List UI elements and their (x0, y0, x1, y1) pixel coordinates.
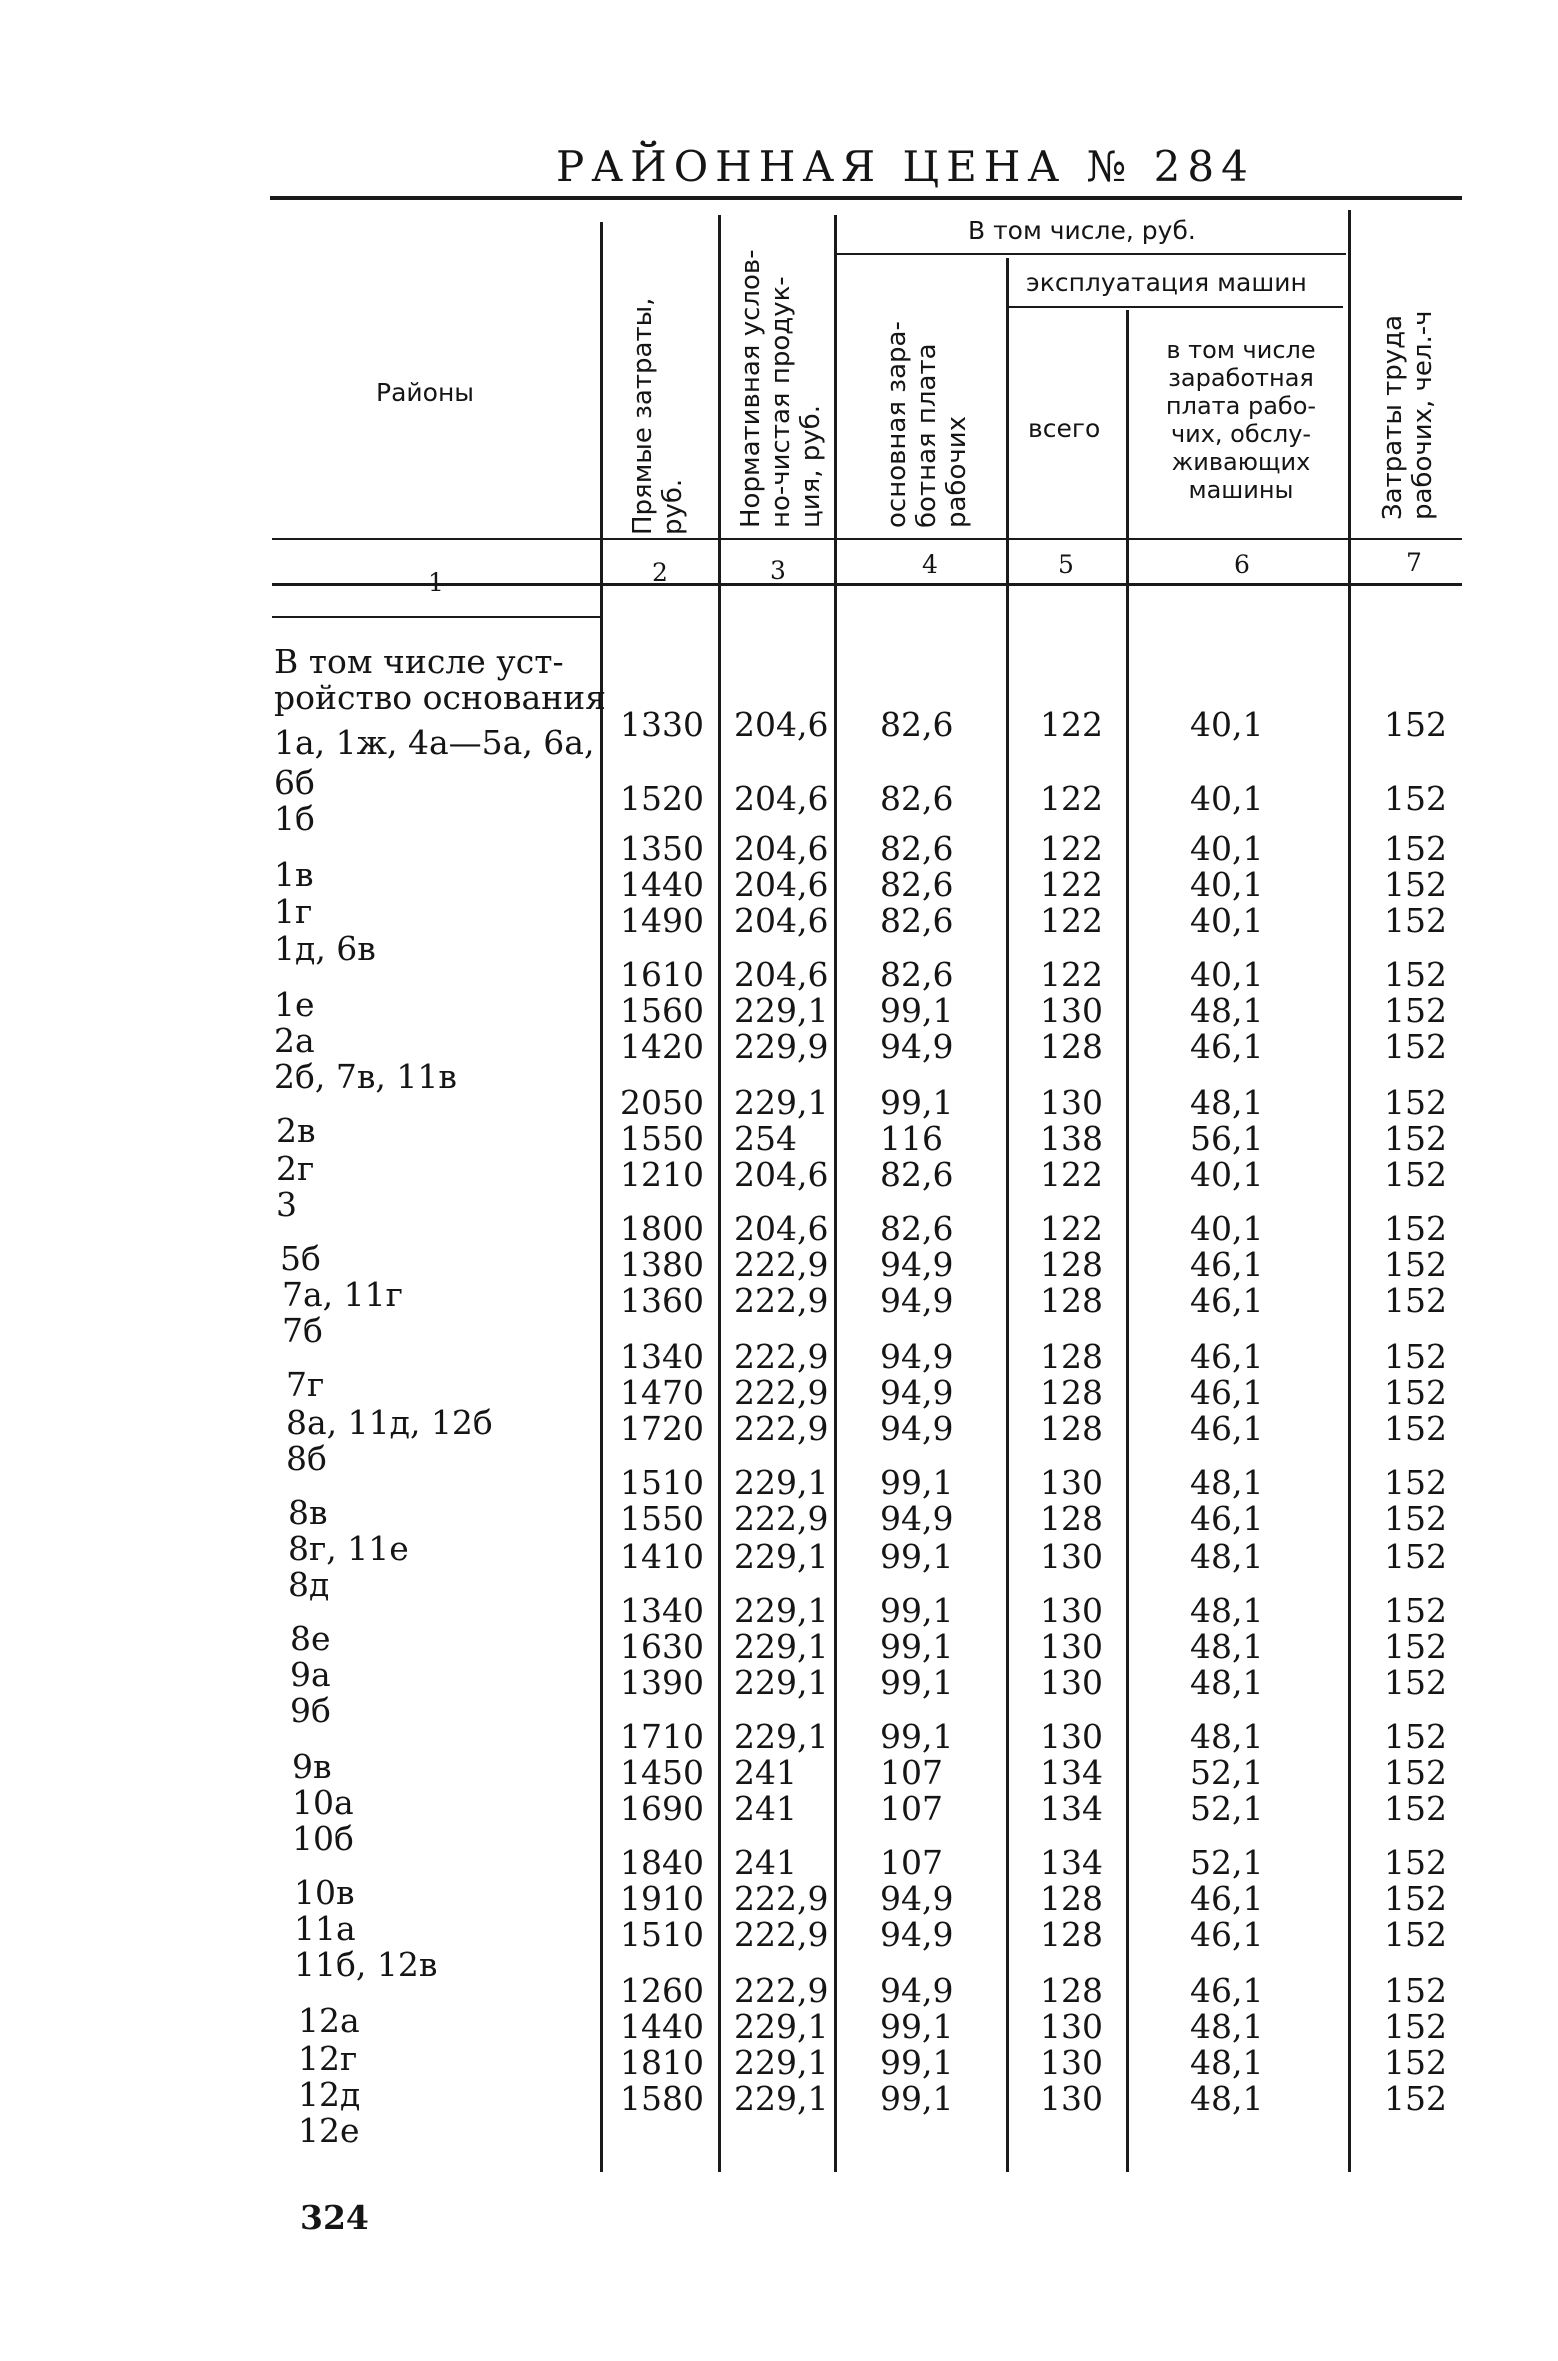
cell-machine-wage: 46,1 (1190, 1281, 1264, 1320)
cell-labor: 152 (1384, 1245, 1447, 1284)
cell-machine-wage: 40,1 (1190, 779, 1264, 818)
cell-base-wage: 82,6 (880, 955, 954, 994)
cell-direct-costs: 1550 (620, 1119, 704, 1158)
district-line: 9а (290, 1655, 331, 1694)
cell-machine-wage: 48,1 (1190, 991, 1264, 1030)
cell-base-wage: 94,9 (880, 1499, 954, 1538)
cell-machine-wage: 48,1 (1190, 1627, 1264, 1666)
cell-net-output: 204,6 (734, 865, 829, 904)
cell-labor: 152 (1384, 2043, 1447, 2082)
district-line: 9в (292, 1747, 332, 1786)
district-line: 11б, 12в (294, 1945, 438, 1984)
cell-net-output: 229,1 (734, 1717, 829, 1756)
cell-machine-wage: 56,1 (1190, 1119, 1264, 1158)
cell-machine-total: 128 (1040, 1027, 1103, 1066)
cell-net-output: 229,1 (734, 2007, 829, 2046)
cell-net-output: 229,1 (734, 1627, 829, 1666)
cell-net-output: 241 (734, 1843, 797, 1882)
district-line: 2в (276, 1111, 316, 1150)
district-line: 10б (292, 1819, 354, 1858)
cell-machine-wage: 52,1 (1190, 1789, 1264, 1828)
cell-machine-total: 128 (1040, 1281, 1103, 1320)
cell-net-output: 204,6 (734, 779, 829, 818)
cell-labor: 152 (1384, 705, 1447, 744)
cell-direct-costs: 1440 (620, 2007, 704, 2046)
cell-machine-wage: 40,1 (1190, 955, 1264, 994)
cell-base-wage: 94,9 (880, 1337, 954, 1376)
cell-machine-total: 134 (1040, 1843, 1103, 1882)
cell-machine-total: 130 (1040, 1591, 1103, 1630)
machine-rule (1008, 306, 1343, 308)
colnum-1: 1 (428, 568, 444, 597)
cell-machine-total: 122 (1040, 901, 1103, 940)
cell-direct-costs: 1560 (620, 991, 704, 1030)
cell-net-output: 229,1 (734, 991, 829, 1030)
district-line: 8е (290, 1619, 331, 1658)
cell-machine-total: 122 (1040, 829, 1103, 868)
cell-direct-costs: 1440 (620, 865, 704, 904)
group-rule (836, 253, 1346, 255)
page-number: 324 (300, 2198, 369, 2237)
cell-direct-costs: 1520 (620, 779, 704, 818)
district-line: 2а (274, 1021, 315, 1060)
header-rayony: Районы (376, 378, 475, 407)
cell-base-wage: 99,1 (880, 991, 954, 1030)
district-line: 8в (288, 1493, 328, 1532)
cell-machine-wage: 46,1 (1190, 1027, 1264, 1066)
district-line: 1б (274, 799, 315, 838)
colnum-2: 2 (652, 558, 668, 587)
cell-labor: 152 (1384, 1409, 1447, 1448)
cell-direct-costs: 1390 (620, 1663, 704, 1702)
cell-labor: 152 (1384, 955, 1447, 994)
cell-machine-total: 122 (1040, 1209, 1103, 1248)
cell-base-wage: 94,9 (880, 1027, 954, 1066)
cell-base-wage: 99,1 (880, 2007, 954, 2046)
cell-direct-costs: 1260 (620, 1971, 704, 2010)
cell-labor: 152 (1384, 1119, 1447, 1158)
vrule-2 (718, 215, 721, 2172)
cell-direct-costs: 1810 (620, 2043, 704, 2082)
cell-labor: 152 (1384, 865, 1447, 904)
cell-direct-costs: 1610 (620, 955, 704, 994)
cell-machine-total: 130 (1040, 1463, 1103, 1502)
district-line: 10а (292, 1783, 354, 1822)
cell-net-output: 241 (734, 1789, 797, 1828)
cell-net-output: 204,6 (734, 829, 829, 868)
cell-direct-costs: 1550 (620, 1499, 704, 1538)
cell-machine-total: 128 (1040, 1971, 1103, 2010)
cell-labor: 152 (1384, 1155, 1447, 1194)
cell-net-output: 254 (734, 1119, 797, 1158)
cell-machine-wage: 48,1 (1190, 1083, 1264, 1122)
district-line: 3 (276, 1185, 297, 1224)
cell-machine-total: 122 (1040, 955, 1103, 994)
header-v-tom-chisle: В том числе, руб. (968, 216, 1196, 245)
cell-direct-costs: 1330 (620, 705, 704, 744)
cell-machine-total: 128 (1040, 1245, 1103, 1284)
cell-labor: 152 (1384, 2079, 1447, 2118)
top-rule (270, 196, 1462, 200)
cell-machine-wage: 52,1 (1190, 1753, 1264, 1792)
cell-base-wage: 94,9 (880, 1373, 954, 1412)
header-col2: Прямые затраты, руб. (628, 297, 688, 535)
cell-machine-total: 130 (1040, 1627, 1103, 1666)
cell-machine-wage: 46,1 (1190, 1879, 1264, 1918)
cell-labor: 152 (1384, 1717, 1447, 1756)
cell-base-wage: 82,6 (880, 901, 954, 940)
vrule-1 (600, 222, 603, 2172)
district-line: 8б (286, 1439, 327, 1478)
cell-labor: 152 (1384, 1027, 1447, 1066)
cell-base-wage: 107 (880, 1753, 943, 1792)
header-col3: Нормативная услов- но-чистая продук- ция, руб. (736, 249, 826, 528)
cell-net-output: 204,6 (734, 1209, 829, 1248)
cell-machine-total: 134 (1040, 1753, 1103, 1792)
cell-base-wage: 94,9 (880, 1281, 954, 1320)
cell-machine-total: 130 (1040, 1717, 1103, 1756)
header-col6: в том числе заработная плата рабо- чих, обслу- живающих машины (1165, 336, 1317, 504)
cell-net-output: 229,1 (734, 2043, 829, 2082)
cell-machine-total: 130 (1040, 2043, 1103, 2082)
cell-machine-wage: 40,1 (1190, 865, 1264, 904)
cell-base-wage: 116 (880, 1119, 943, 1158)
cell-net-output: 222,9 (734, 1915, 829, 1954)
cell-labor: 152 (1384, 829, 1447, 868)
cell-machine-total: 130 (1040, 1083, 1103, 1122)
cell-base-wage: 107 (880, 1843, 943, 1882)
cell-direct-costs: 1800 (620, 1209, 704, 1248)
cell-base-wage: 107 (880, 1789, 943, 1828)
cell-direct-costs: 1840 (620, 1843, 704, 1882)
cell-labor: 152 (1384, 779, 1447, 818)
cell-labor: 152 (1384, 1971, 1447, 2010)
cell-net-output: 204,6 (734, 901, 829, 940)
district-line: 8а, 11д, 12б (286, 1403, 493, 1442)
cell-direct-costs: 1420 (620, 1027, 704, 1066)
cell-labor: 152 (1384, 1627, 1447, 1666)
header-col4: основная зара- ботная плата рабочих (882, 321, 972, 528)
cell-machine-wage: 48,1 (1190, 1463, 1264, 1502)
cell-direct-costs: 1580 (620, 2079, 704, 2118)
cell-machine-total: 122 (1040, 1155, 1103, 1194)
cell-machine-wage: 46,1 (1190, 1373, 1264, 1412)
cell-machine-wage: 46,1 (1190, 1337, 1264, 1376)
cell-machine-wage: 40,1 (1190, 1209, 1264, 1248)
cell-machine-total: 134 (1040, 1789, 1103, 1828)
body-top-rule (272, 616, 602, 618)
district-line: 7б (282, 1311, 323, 1350)
vrule-5 (1126, 310, 1129, 2172)
cell-net-output: 204,6 (734, 705, 829, 744)
cell-direct-costs: 1490 (620, 901, 704, 940)
cell-direct-costs: 1340 (620, 1591, 704, 1630)
district-line: 8г, 11е (288, 1529, 409, 1568)
cell-machine-wage: 46,1 (1190, 1971, 1264, 2010)
cell-net-output: 229,1 (734, 1663, 829, 1702)
cell-machine-wage: 46,1 (1190, 1915, 1264, 1954)
cell-machine-total: 122 (1040, 705, 1103, 744)
cell-net-output: 229,1 (734, 2079, 829, 2118)
vrule-4 (1006, 258, 1009, 2172)
cell-net-output: 222,9 (734, 1879, 829, 1918)
cell-net-output: 222,9 (734, 1245, 829, 1284)
cell-direct-costs: 1360 (620, 1281, 704, 1320)
cell-direct-costs: 1510 (620, 1463, 704, 1502)
district-line: 12а (298, 2001, 360, 2040)
cell-machine-total: 130 (1040, 2007, 1103, 2046)
cell-machine-total: 138 (1040, 1119, 1103, 1158)
district-line: 12г (298, 2039, 358, 2078)
cell-direct-costs: 1450 (620, 1753, 704, 1792)
district-line: 7г (286, 1365, 325, 1404)
cell-machine-total: 128 (1040, 1879, 1103, 1918)
cell-base-wage: 99,1 (880, 1463, 954, 1502)
district-line: 10в (294, 1873, 355, 1912)
cell-machine-total: 130 (1040, 1537, 1103, 1576)
cell-machine-wage: 46,1 (1190, 1499, 1264, 1538)
district-line: 6б (274, 763, 315, 802)
district-line: 2г (276, 1149, 315, 1188)
colnum-4: 4 (922, 550, 938, 579)
cell-labor: 152 (1384, 1337, 1447, 1376)
cell-base-wage: 82,6 (880, 705, 954, 744)
header-ekspl: эксплуатация машин (1026, 268, 1307, 297)
colnum-5: 5 (1058, 550, 1074, 579)
cell-machine-total: 128 (1040, 1337, 1103, 1376)
cell-base-wage: 94,9 (880, 1971, 954, 2010)
cell-base-wage: 99,1 (880, 1591, 954, 1630)
cell-direct-costs: 1690 (620, 1789, 704, 1828)
cell-base-wage: 94,9 (880, 1409, 954, 1448)
colnum-3: 3 (770, 556, 786, 585)
cell-base-wage: 82,6 (880, 1155, 954, 1194)
cell-base-wage: 99,1 (880, 2079, 954, 2118)
cell-machine-wage: 46,1 (1190, 1245, 1264, 1284)
cell-machine-wage: 46,1 (1190, 1409, 1264, 1448)
cell-net-output: 222,9 (734, 1373, 829, 1412)
cell-machine-total: 128 (1040, 1409, 1103, 1448)
cell-labor: 152 (1384, 1663, 1447, 1702)
cell-machine-wage: 48,1 (1190, 2043, 1264, 2082)
colnum-6: 6 (1234, 550, 1250, 579)
cell-direct-costs: 1630 (620, 1627, 704, 1666)
district-line: 11а (294, 1909, 356, 1948)
cell-net-output: 222,9 (734, 1499, 829, 1538)
cell-base-wage: 94,9 (880, 1915, 954, 1954)
cell-direct-costs: 1710 (620, 1717, 704, 1756)
cell-net-output: 229,9 (734, 1027, 829, 1066)
district-line: 5б (280, 1239, 321, 1278)
cell-labor: 152 (1384, 901, 1447, 940)
district-line: 1в (274, 855, 314, 894)
district-line: 2б, 7в, 11в (274, 1057, 457, 1096)
cell-machine-wage: 48,1 (1190, 2079, 1264, 2118)
cell-labor: 152 (1384, 1537, 1447, 1576)
cell-direct-costs: 1210 (620, 1155, 704, 1194)
cell-machine-wage: 40,1 (1190, 1155, 1264, 1194)
cell-labor: 152 (1384, 1789, 1447, 1828)
cell-machine-total: 128 (1040, 1499, 1103, 1538)
cell-machine-wage: 48,1 (1190, 1663, 1264, 1702)
district-line: 1г (274, 892, 313, 931)
cell-labor: 152 (1384, 1879, 1447, 1918)
cell-direct-costs: 1470 (620, 1373, 704, 1412)
cell-labor: 152 (1384, 2007, 1447, 2046)
cell-direct-costs: 2050 (620, 1083, 704, 1122)
cell-machine-total: 122 (1040, 779, 1103, 818)
cell-labor: 152 (1384, 1083, 1447, 1122)
cell-base-wage: 82,6 (880, 865, 954, 904)
cell-base-wage: 99,1 (880, 1537, 954, 1576)
vrule-6 (1348, 210, 1351, 2172)
cell-machine-wage: 40,1 (1190, 901, 1264, 940)
cell-machine-wage: 40,1 (1190, 705, 1264, 744)
district-line: 12д (298, 2075, 361, 2114)
district-line: 9б (290, 1691, 331, 1730)
cell-machine-wage: 52,1 (1190, 1843, 1264, 1882)
cell-labor: 152 (1384, 991, 1447, 1030)
cell-base-wage: 82,6 (880, 1209, 954, 1248)
cell-machine-wage: 48,1 (1190, 1537, 1264, 1576)
page-title: РАЙОННАЯ ЦЕНА № 284 (556, 142, 1255, 191)
district-line: 7а, 11г (282, 1275, 403, 1314)
cell-base-wage: 82,6 (880, 829, 954, 868)
cell-machine-total: 128 (1040, 1373, 1103, 1412)
cell-labor: 152 (1384, 1373, 1447, 1412)
section-label: В том числе уст- ройство основания (274, 642, 606, 717)
cell-net-output: 229,1 (734, 1537, 829, 1576)
cell-base-wage: 99,1 (880, 1083, 954, 1122)
cell-labor: 152 (1384, 1281, 1447, 1320)
district-line: 1д, 6в (274, 929, 376, 968)
cell-labor: 152 (1384, 1463, 1447, 1502)
cell-labor: 152 (1384, 1591, 1447, 1630)
cell-machine-wage: 40,1 (1190, 829, 1264, 868)
cell-labor: 152 (1384, 1209, 1447, 1248)
cell-net-output: 222,9 (734, 1409, 829, 1448)
cell-labor: 152 (1384, 1843, 1447, 1882)
cell-machine-total: 122 (1040, 865, 1103, 904)
cell-direct-costs: 1410 (620, 1537, 704, 1576)
cell-labor: 152 (1384, 1915, 1447, 1954)
cell-labor: 152 (1384, 1753, 1447, 1792)
cell-direct-costs: 1350 (620, 829, 704, 868)
cell-machine-total: 130 (1040, 1663, 1103, 1702)
cell-base-wage: 82,6 (880, 779, 954, 818)
cell-direct-costs: 1510 (620, 1915, 704, 1954)
cell-labor: 152 (1384, 1499, 1447, 1538)
cell-base-wage: 99,1 (880, 2043, 954, 2082)
cell-net-output: 204,6 (734, 1155, 829, 1194)
cell-direct-costs: 1720 (620, 1409, 704, 1448)
district-line: 8д (288, 1565, 330, 1604)
cell-net-output: 229,1 (734, 1463, 829, 1502)
cell-net-output: 241 (734, 1753, 797, 1792)
cell-base-wage: 99,1 (880, 1717, 954, 1756)
cell-base-wage: 94,9 (880, 1245, 954, 1284)
cell-net-output: 222,9 (734, 1971, 829, 2010)
cell-direct-costs: 1340 (620, 1337, 704, 1376)
cell-direct-costs: 1910 (620, 1879, 704, 1918)
cell-machine-wage: 48,1 (1190, 2007, 1264, 2046)
district-line: 1е (274, 985, 315, 1024)
cell-machine-total: 128 (1040, 1915, 1103, 1954)
district-line: 12е (298, 2111, 360, 2150)
header-col5: всего (1028, 414, 1101, 443)
cell-direct-costs: 1380 (620, 1245, 704, 1284)
district-line: 1а, 1ж, 4а—5а, 6а, (274, 723, 595, 762)
cell-base-wage: 99,1 (880, 1627, 954, 1666)
cell-net-output: 229,1 (734, 1083, 829, 1122)
cell-net-output: 222,9 (734, 1337, 829, 1376)
cell-base-wage: 94,9 (880, 1879, 954, 1918)
colnum-7: 7 (1406, 548, 1422, 577)
cell-machine-total: 130 (1040, 2079, 1103, 2118)
cell-machine-wage: 48,1 (1190, 1717, 1264, 1756)
header-bottom-rule (272, 538, 1462, 540)
cell-machine-total: 130 (1040, 991, 1103, 1030)
cell-base-wage: 99,1 (880, 1663, 954, 1702)
cell-net-output: 229,1 (734, 1591, 829, 1630)
cell-machine-wage: 48,1 (1190, 1591, 1264, 1630)
cell-net-output: 222,9 (734, 1281, 829, 1320)
cell-net-output: 204,6 (734, 955, 829, 994)
header-col7: Затраты труда рабочих, чел.-ч (1378, 310, 1438, 520)
